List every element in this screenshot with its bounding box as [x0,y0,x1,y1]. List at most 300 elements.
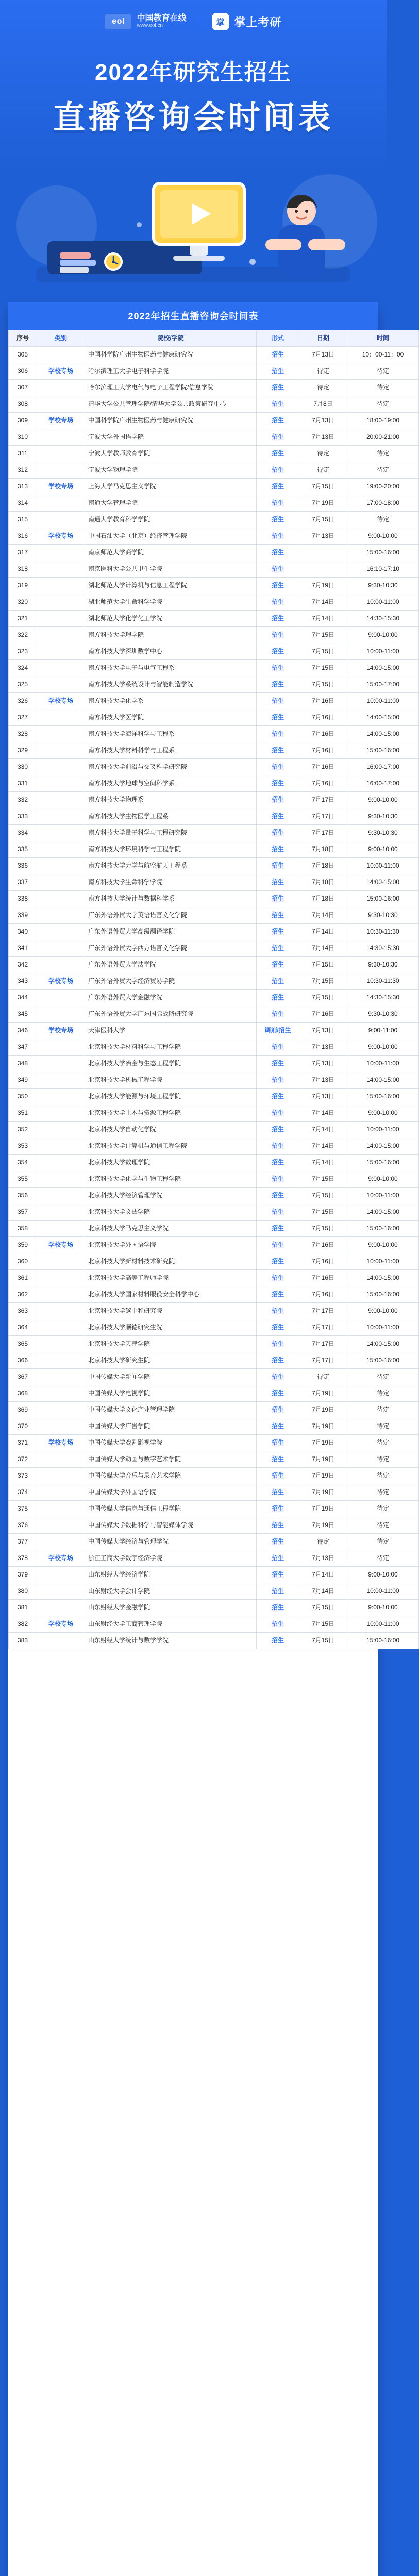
row-date: 7月14日 [299,924,347,940]
row-type [37,1501,85,1517]
row-time: 10:30-11:30 [347,924,419,940]
table-row [9,775,419,792]
row-format: 招生 [257,1253,299,1270]
row-time: 待定 [347,512,419,528]
table-row [9,578,419,594]
row-date: 7月15日 [299,973,347,990]
row-time: 待定 [347,1369,419,1385]
row-index: 344 [9,990,37,1006]
col-type: 类别 [37,330,85,347]
row-index: 367 [9,1369,37,1385]
row-time: 14:30-15:30 [347,990,419,1006]
row-time: 16:10-17:10 [347,561,419,578]
row-school: 南方科技大学力学与航空航天工程系 [85,858,257,874]
table-row [9,742,419,759]
row-format: 招生 [257,1006,299,1023]
row-date: 7月15日 [299,1221,347,1237]
row-date: 7月15日 [299,512,347,528]
table-row [9,1517,419,1534]
presenter-body [278,225,325,278]
row-date: 7月14日 [299,907,347,924]
row-date: 7月16日 [299,742,347,759]
row-format: 招生 [257,1385,299,1402]
row-time: 15:00-16:00 [347,1221,419,1237]
row-type [37,1171,85,1188]
row-time: 10:00-11:00 [347,643,419,660]
table-row [9,1484,419,1501]
row-school: 广东外语外贸大学广东国际战略研究院 [85,1006,257,1023]
row-school: 中国传媒大学文化产业管理学院 [85,1402,257,1418]
row-time: 20:00-21:00 [347,429,419,446]
row-date: 7月16日 [299,709,347,726]
row-school: 南方科技大学化学系 [85,693,257,709]
row-school: 湖北师范大学化学化工学院 [85,611,257,627]
row-index: 359 [9,1237,37,1253]
row-format: 招生 [257,907,299,924]
row-type [37,792,85,808]
row-format: 招生 [257,1418,299,1435]
row-type [37,1221,85,1237]
row-date: 7月19日 [299,1468,347,1484]
row-date: 7月17日 [299,792,347,808]
row-type [37,1039,85,1056]
row-date: 7月13日 [299,1550,347,1567]
table-row [9,594,419,611]
row-school: 中国传媒大学戏剧影视学院 [85,1435,257,1451]
row-school: 北京科技大学顺德研究生院 [85,1319,257,1336]
table-row [9,495,419,512]
row-date: 7月14日 [299,611,347,627]
row-type [37,940,85,957]
row-format: 招生 [257,808,299,825]
row-format: 招生 [257,990,299,1006]
row-type [37,990,85,1006]
row-type [37,891,85,907]
row-time: 待定 [347,1468,419,1484]
row-format: 招生 [257,1369,299,1385]
row-date: 7月17日 [299,1352,347,1369]
row-date: 7月14日 [299,940,347,957]
table-row [9,512,419,528]
row-type [37,429,85,446]
row-type [37,858,85,874]
row-date: 7月13日 [299,1072,347,1089]
table-row [9,973,419,990]
table-row [9,1550,419,1567]
row-index: 378 [9,1550,37,1567]
row-format: 招生 [257,676,299,693]
row-format: 招生 [257,1501,299,1517]
row-school: 山东财经大学经济学院 [85,1567,257,1583]
row-date: 7月16日 [299,1237,347,1253]
row-school: 中国传媒大学经济与管理学院 [85,1534,257,1550]
row-format: 招生 [257,742,299,759]
row-type [37,643,85,660]
table-row [9,1138,419,1155]
row-format: 招生 [257,495,299,512]
row-time: 17:00-18:00 [347,495,419,512]
row-time: 14:00-15:00 [347,1336,419,1352]
row-index: 380 [9,1583,37,1600]
row-time: 15:00-16:00 [347,742,419,759]
row-school: 宁波大学物理学院 [85,462,257,479]
col-time: 时间 [347,330,419,347]
row-time: 待定 [347,1435,419,1451]
presenter-eye-left [295,210,298,213]
row-school: 哈尔滨理工大学电子科学学院 [85,363,257,380]
row-type [37,611,85,627]
row-date: 待定 [299,380,347,396]
row-type [37,1484,85,1501]
row-type [37,1270,85,1286]
row-school: 北京科技大学外国语学院 [85,1237,257,1253]
row-time: 9:00-10:00 [347,1105,419,1122]
row-time: 14:00-15:00 [347,874,419,891]
row-index: 373 [9,1468,37,1484]
table-row [9,1352,419,1369]
row-format: 招生 [257,924,299,940]
row-date: 7月15日 [299,627,347,643]
row-index: 324 [9,660,37,676]
row-date: 7月15日 [299,990,347,1006]
row-type [37,1303,85,1319]
row-format: 招生 [257,1105,299,1122]
row-time: 10:00-11:00 [347,1122,419,1138]
row-time: 15:00-16:00 [347,1155,419,1171]
row-type: 学校专场 [37,413,85,429]
row-format: 招生 [257,841,299,858]
row-time: 9:30-10:30 [347,1006,419,1023]
row-time: 15:00-16:00 [347,545,419,561]
table-row [9,1072,419,1089]
row-index: 366 [9,1352,37,1369]
row-format: 招生 [257,660,299,676]
row-index: 365 [9,1336,37,1352]
row-format: 招生 [257,1072,299,1089]
row-type [37,957,85,973]
row-type [37,1286,85,1303]
row-time: 待定 [347,1501,419,1517]
row-time: 待定 [347,1402,419,1418]
top-logos [0,9,387,34]
row-time: 待定 [347,1418,419,1435]
table-row [9,924,419,940]
row-index: 329 [9,742,37,759]
row-index: 327 [9,709,37,726]
row-format: 招生 [257,1633,299,1649]
row-time: 9:00-10:00 [347,1600,419,1616]
col-index: 序号 [9,330,37,347]
schedule-panel-title: 2022年招生直播咨询会时间表 [8,302,378,330]
row-format: 招生 [257,347,299,363]
row-index: 314 [9,495,37,512]
table-row [9,462,419,479]
table-row [9,940,419,957]
row-format: 招生 [257,1122,299,1138]
row-date: 待定 [299,363,347,380]
row-format: 招生 [257,1303,299,1319]
table-row [9,1056,419,1072]
row-index: 328 [9,726,37,742]
table-row [9,479,419,495]
row-time: 16:00-17:00 [347,775,419,792]
row-format: 招生 [257,446,299,462]
row-index: 338 [9,891,37,907]
kaoyan-logo [212,13,282,30]
row-type [37,1006,85,1023]
row-type [37,1204,85,1221]
row-date: 7月13日 [299,429,347,446]
row-type [37,1138,85,1155]
table-row [9,1369,419,1385]
row-format: 招生 [257,611,299,627]
row-format: 招生 [257,775,299,792]
schedule-table-head [9,330,419,347]
table-row [9,1204,419,1221]
row-date: 7月16日 [299,775,347,792]
table-row [9,891,419,907]
row-type: 学校专场 [37,363,85,380]
row-school: 中国传媒大学动画与数字艺术学院 [85,1451,257,1468]
row-format: 招生 [257,940,299,957]
row-index: 360 [9,1253,37,1270]
table-row [9,1237,419,1253]
row-type: 学校专场 [37,1237,85,1253]
row-format: 招生 [257,512,299,528]
table-row [9,1567,419,1583]
table-row [9,858,419,874]
row-type [37,380,85,396]
row-type [37,726,85,742]
row-index: 358 [9,1221,37,1237]
table-row [9,561,419,578]
row-date: 7月15日 [299,1204,347,1221]
row-type [37,347,85,363]
kaoyan-logo-name: 掌上考研 [234,15,282,29]
row-type [37,1451,85,1468]
row-type [37,1188,85,1204]
row-date: 7月17日 [299,825,347,841]
row-date: 7月14日 [299,594,347,611]
row-date: 7月13日 [299,528,347,545]
row-school: 南方科技大学生命科学学院 [85,874,257,891]
row-type [37,1352,85,1369]
monitor-base [173,256,225,261]
row-time: 9:00-11:00 [347,1023,419,1039]
row-type: 学校专场 [37,528,85,545]
row-index: 376 [9,1517,37,1534]
row-date: 7月15日 [299,957,347,973]
row-time: 待定 [347,380,419,396]
row-school: 中国传媒大学新闻学院 [85,1369,257,1385]
row-format: 招生 [257,1221,299,1237]
row-school: 南方科技大学地球与空间科学系 [85,775,257,792]
row-index: 334 [9,825,37,841]
row-time: 待定 [347,1534,419,1550]
row-school: 南方科技大学海洋科学与工程系 [85,726,257,742]
row-index: 353 [9,1138,37,1155]
row-format: 招生 [257,1039,299,1056]
row-index: 370 [9,1418,37,1435]
row-time: 14:00-15:00 [347,1072,419,1089]
table-row [9,611,419,627]
book-1 [60,252,91,259]
row-type [37,561,85,578]
row-school: 中国传媒大学电视学院 [85,1385,257,1402]
row-format: 招生 [257,1435,299,1451]
row-time: 14:30-15:30 [347,940,419,957]
table-row [9,627,419,643]
row-school: 山东财经大学工商管理学院 [85,1616,257,1633]
row-format: 招生 [257,858,299,874]
row-time: 9:00-10:00 [347,1303,419,1319]
row-time: 9:00-10:00 [347,1237,419,1253]
row-school: 中国传媒大学广告学院 [85,1418,257,1435]
row-school: 宁波大学教师教育学院 [85,446,257,462]
table-row [9,1155,419,1171]
row-index: 342 [9,957,37,973]
row-type: 学校专场 [37,1550,85,1567]
row-date: 7月16日 [299,726,347,742]
row-type [37,1418,85,1435]
row-index: 337 [9,874,37,891]
row-school: 北京科技大学冶金与生态工程学院 [85,1056,257,1072]
row-date: 7月14日 [299,1105,347,1122]
row-index: 333 [9,808,37,825]
row-type: 学校专场 [37,1023,85,1039]
table-row [9,1023,419,1039]
table-row [9,1418,419,1435]
row-index: 377 [9,1534,37,1550]
monitor-stand [190,244,208,256]
row-type [37,512,85,528]
row-time: 待定 [347,462,419,479]
table-row [9,1402,419,1418]
row-format: 调剂/招生 [257,1023,299,1039]
row-time: 10:00-11:00 [347,1319,419,1336]
row-type [37,1072,85,1089]
row-index: 339 [9,907,37,924]
row-type [37,1319,85,1336]
table-row [9,347,419,363]
row-format: 招生 [257,413,299,429]
table-row [9,907,419,924]
hero-illustration [0,164,387,298]
row-index: 374 [9,1484,37,1501]
row-date: 7月19日 [299,1418,347,1435]
row-date: 7月8日 [299,396,347,413]
row-type: 学校专场 [37,973,85,990]
row-time: 15:00-16:00 [347,1286,419,1303]
row-school: 南通大学教育科学学院 [85,512,257,528]
row-date: 7月16日 [299,1270,347,1286]
table-row [9,380,419,396]
row-time: 待定 [347,1484,419,1501]
row-date: 7月19日 [299,578,347,594]
schedule-table-wrap[interactable] [8,330,404,2576]
row-school: 北京科技大学计算机与通信工程学院 [85,1138,257,1155]
row-format: 招生 [257,1352,299,1369]
row-type [37,1402,85,1418]
row-index: 332 [9,792,37,808]
row-index: 355 [9,1171,37,1188]
row-date: 7月14日 [299,1567,347,1583]
row-index: 368 [9,1385,37,1402]
row-date: 7月15日 [299,1600,347,1616]
row-index: 375 [9,1501,37,1517]
row-school: 宁波大学外国语学院 [85,429,257,446]
hero-title [0,54,387,138]
row-index: 349 [9,1072,37,1089]
table-row [9,363,419,380]
row-time: 14:00-15:00 [347,726,419,742]
row-index: 316 [9,528,37,545]
row-school: 天津医科大学 [85,1023,257,1039]
table-row [9,759,419,775]
row-type [37,825,85,841]
row-index: 348 [9,1056,37,1072]
row-school: 南方科技大学物理系 [85,792,257,808]
presenter-arm-2 [308,239,345,250]
row-school: 北京科技大学材料科学与工程学院 [85,1039,257,1056]
row-index: 311 [9,446,37,462]
row-format: 招生 [257,759,299,775]
row-time: 14:30-15:30 [347,611,419,627]
row-school: 北京科技大学土木与资源工程学院 [85,1105,257,1122]
table-row [9,841,419,858]
table-row [9,1435,419,1451]
row-index: 362 [9,1286,37,1303]
table-row [9,1105,419,1122]
row-school: 南方科技大学理学院 [85,627,257,643]
table-row [9,1006,419,1023]
row-time: 14:00-15:00 [347,1270,419,1286]
row-index: 379 [9,1567,37,1583]
row-format: 招生 [257,1089,299,1105]
row-school: 浙江工商大学数字经济学院 [85,1550,257,1567]
row-type [37,1534,85,1550]
hero-title-line2: 直播咨询会时间表 [53,100,333,135]
table-row [9,1221,419,1237]
row-school: 哈尔滨理工大学电气与电子工程学院/信息学院 [85,380,257,396]
table-row [9,676,419,693]
table-row [9,660,419,676]
row-school: 南方科技大学环境科学与工程学院 [85,841,257,858]
row-format: 招生 [257,973,299,990]
col-date: 日期 [299,330,347,347]
row-school: 南方科技大学量子科学与工程研究院 [85,825,257,841]
row-time: 10:00-11:00 [347,1616,419,1633]
row-time: 9:00-10:00 [347,627,419,643]
row-index: 336 [9,858,37,874]
row-format: 招生 [257,643,299,660]
row-date: 待定 [299,1369,347,1385]
row-time: 10:00-11:00 [347,594,419,611]
row-format: 招生 [257,1616,299,1633]
row-date: 7月16日 [299,1286,347,1303]
row-date: 7月14日 [299,1583,347,1600]
row-index: 357 [9,1204,37,1221]
row-date: 7月15日 [299,479,347,495]
row-time: 待定 [347,1385,419,1402]
row-time: 18:00-19:00 [347,413,419,429]
row-time: 10:00-11:00 [347,1583,419,1600]
row-time: 待定 [347,446,419,462]
table-row [9,1319,419,1336]
row-index: 382 [9,1616,37,1633]
table-row [9,1270,419,1286]
row-school: 南方科技大学前沿与交叉科学研究院 [85,759,257,775]
